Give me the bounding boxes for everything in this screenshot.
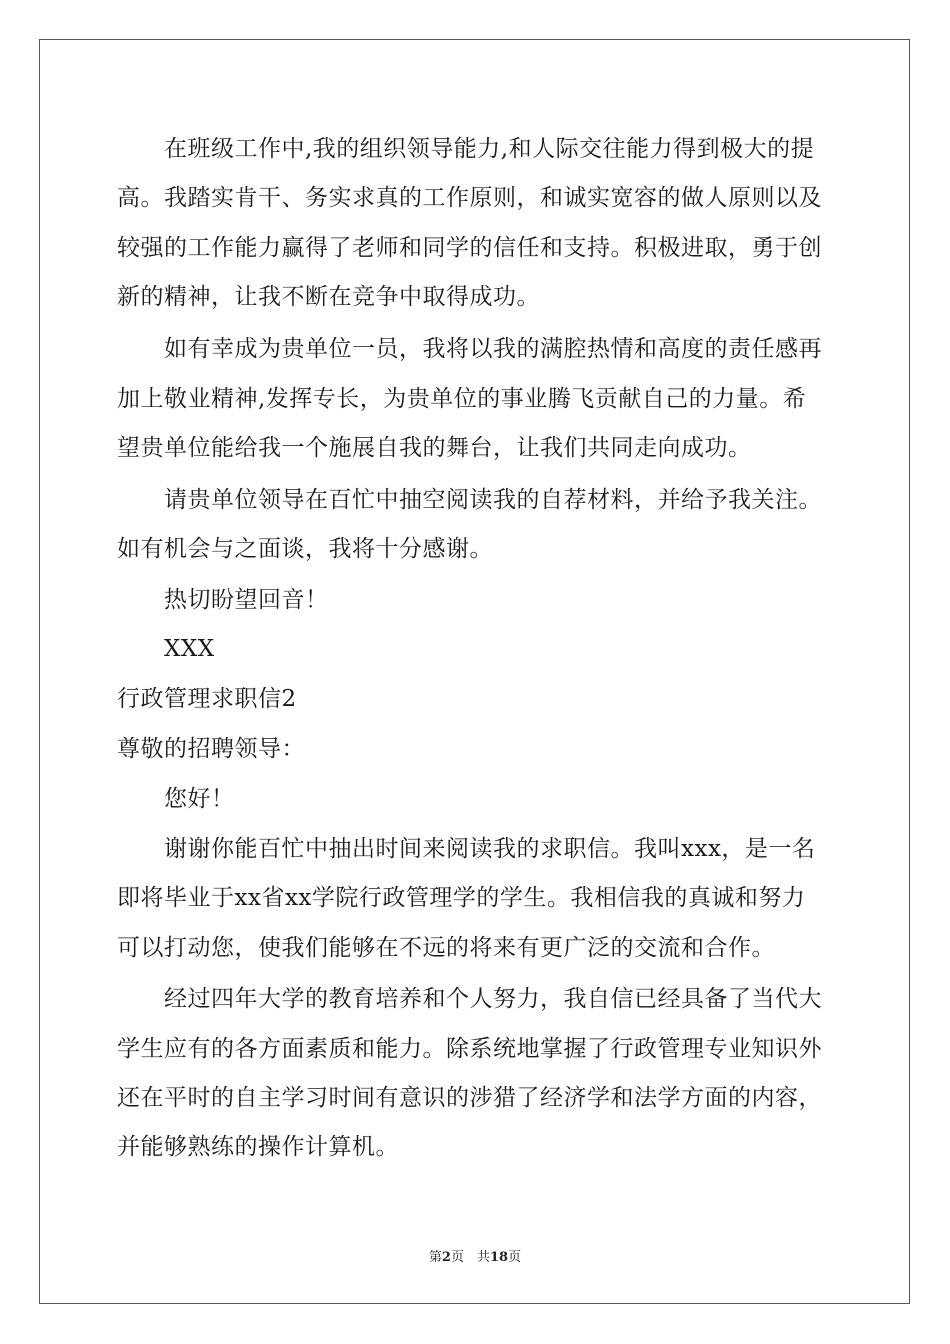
page-border bbox=[39, 39, 910, 1304]
text-line: 谢谢你能百忙中抽出时间来阅读我的求职信。我叫xxx，是一名 bbox=[164, 836, 816, 862]
page-number: 2 bbox=[441, 1250, 451, 1265]
text-line: 即将毕业于xx省xx学院行政管理学的学生。我相信我的真诚和努力 bbox=[117, 885, 806, 911]
text-line: 新的精神，让我不断在竞争中取得成功。 bbox=[117, 284, 540, 310]
text-line: 加上敬业精神,发挥专长，为贵单位的事业腾飞贡献自己的力量。希 bbox=[117, 386, 807, 412]
text-line: 较强的工作能力赢得了老师和同学的信任和支持。积极进取，勇于创 bbox=[117, 235, 822, 261]
greeting: 您好！ bbox=[164, 786, 235, 812]
text-line: 还在平时的自主学习时间有意识的涉猎了经济学和法学方面的内容， bbox=[117, 1085, 822, 1111]
signature: XXX bbox=[164, 636, 215, 662]
footer-suffix: 页 bbox=[508, 1250, 522, 1265]
text-line: 热切盼望回音！ bbox=[164, 587, 329, 613]
footer-prefix: 第 bbox=[428, 1250, 442, 1265]
text-line: 如有幸成为贵单位一员，我将以我的满腔热情和高度的责任感再 bbox=[164, 336, 822, 362]
text-line: 望贵单位能给我一个施展自我的舞台，让我们共同走向成功。 bbox=[117, 435, 752, 461]
text-line: 如有机会与之面谈，我将十分感谢。 bbox=[117, 536, 493, 562]
text-line: 经过四年大学的教育培养和个人努力，我自信已经具备了当代大 bbox=[164, 986, 822, 1012]
text-line: 可以打动您，使我们能够在不远的将来有更广泛的交流和合作。 bbox=[117, 935, 775, 961]
footer-mid: 页 共 bbox=[450, 1250, 490, 1265]
section-title: 行政管理求职信2 bbox=[117, 686, 297, 712]
text-line: 在班级工作中,我的组织领导能力,和人际交往能力得到极大的提 bbox=[164, 136, 815, 162]
text-line: 高。我踏实肯干、务实求真的工作原则，和诚实宽容的做人原则以及 bbox=[117, 185, 822, 211]
text-line: 学生应有的各方面素质和能力。除系统地掌握了行政管理专业知识外 bbox=[117, 1036, 822, 1062]
total-pages: 18 bbox=[489, 1250, 509, 1265]
text-line: 并能够熟练的操作计算机。 bbox=[117, 1134, 399, 1160]
text-line: 请贵单位领导在百忙中抽空阅读我的自荐材料，并给予我关注。 bbox=[164, 487, 822, 513]
page-footer bbox=[0, 1246, 950, 1265]
salutation: 尊敬的招聘领导： bbox=[117, 736, 305, 762]
